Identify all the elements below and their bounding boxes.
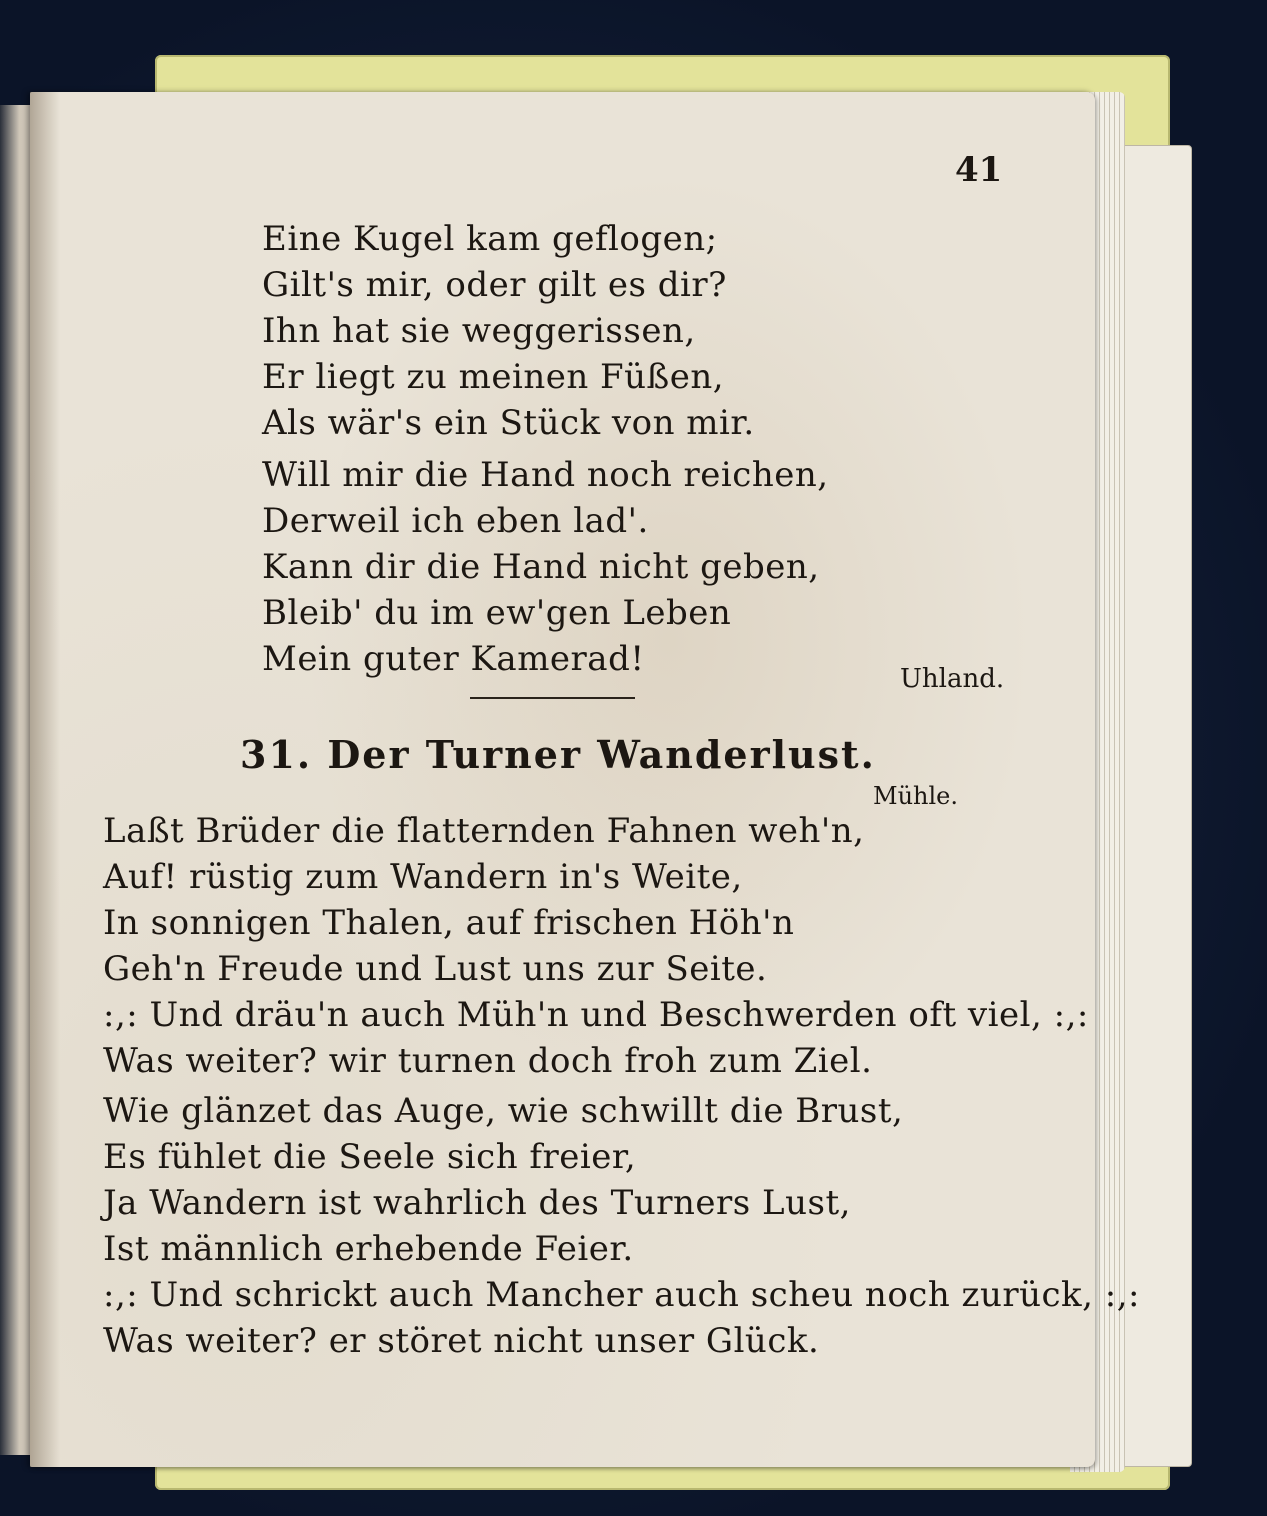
- verse-line: Mein guter Kamerad!: [262, 639, 645, 679]
- verse-line: :,: Und dräu'n auch Müh'n und Beschwerden oft viel, :,:: [103, 995, 1089, 1035]
- verse-line: Ist männlich erhebende Feier.: [103, 1229, 634, 1269]
- verse-line: Ja Wandern ist wahrlich des Turners Lust,: [103, 1183, 851, 1223]
- poem1-author: Uhland.: [900, 664, 1005, 694]
- page-gutter: [30, 92, 60, 1467]
- poem2-stanza-b: [103, 1088, 1140, 1364]
- verse-line: Derweil ich eben lad'.: [262, 501, 649, 541]
- poem2-composer: Mühle.: [873, 782, 958, 810]
- verse-line: Was weiter? wir turnen doch froh zum Ziel.: [103, 1041, 873, 1081]
- verse-line: Es fühlet die Seele sich freier,: [103, 1137, 637, 1177]
- verse-line: Wie glänzet das Auge, wie schwillt die Brust,: [103, 1091, 904, 1131]
- verse-line: Will mir die Hand noch reichen,: [262, 455, 829, 495]
- poem2-heading: 31. Der Turner Wanderlust.: [240, 732, 876, 777]
- poem1-stanza-a: [262, 216, 755, 446]
- verse-line: Bleib' du im ew'gen Leben: [262, 593, 732, 633]
- verse-line: Geh'n Freude und Lust uns zur Seite.: [103, 949, 768, 989]
- poem1-stanza-b: [262, 452, 829, 682]
- poem2-stanza-a: [103, 808, 1089, 1084]
- verse-line: Kann dir die Hand nicht geben,: [262, 547, 820, 587]
- verse-line: Er liegt zu meinen Füßen,: [262, 357, 725, 397]
- verse-line: In sonnigen Thalen, auf frischen Höh'n: [103, 903, 795, 943]
- page-number: 41: [955, 150, 1003, 190]
- verse-line: Als wär's ein Stück von mir.: [262, 403, 755, 443]
- verse-line: Ihn hat sie weggerissen,: [262, 311, 696, 351]
- section-divider: [470, 697, 635, 699]
- verse-line: Auf! rüstig zum Wandern in's Weite,: [103, 857, 743, 897]
- verse-line: Was weiter? er störet nicht unser Glück.: [103, 1321, 820, 1361]
- verse-line: Eine Kugel kam geflogen;: [262, 219, 718, 259]
- verse-line: :,: Und schrickt auch Mancher auch scheu noch zurück, :,:: [103, 1275, 1140, 1315]
- verse-line: Gilt's mir, oder gilt es dir?: [262, 265, 727, 305]
- verse-line: Laßt Brüder die flatternden Fahnen weh'n,: [103, 811, 865, 851]
